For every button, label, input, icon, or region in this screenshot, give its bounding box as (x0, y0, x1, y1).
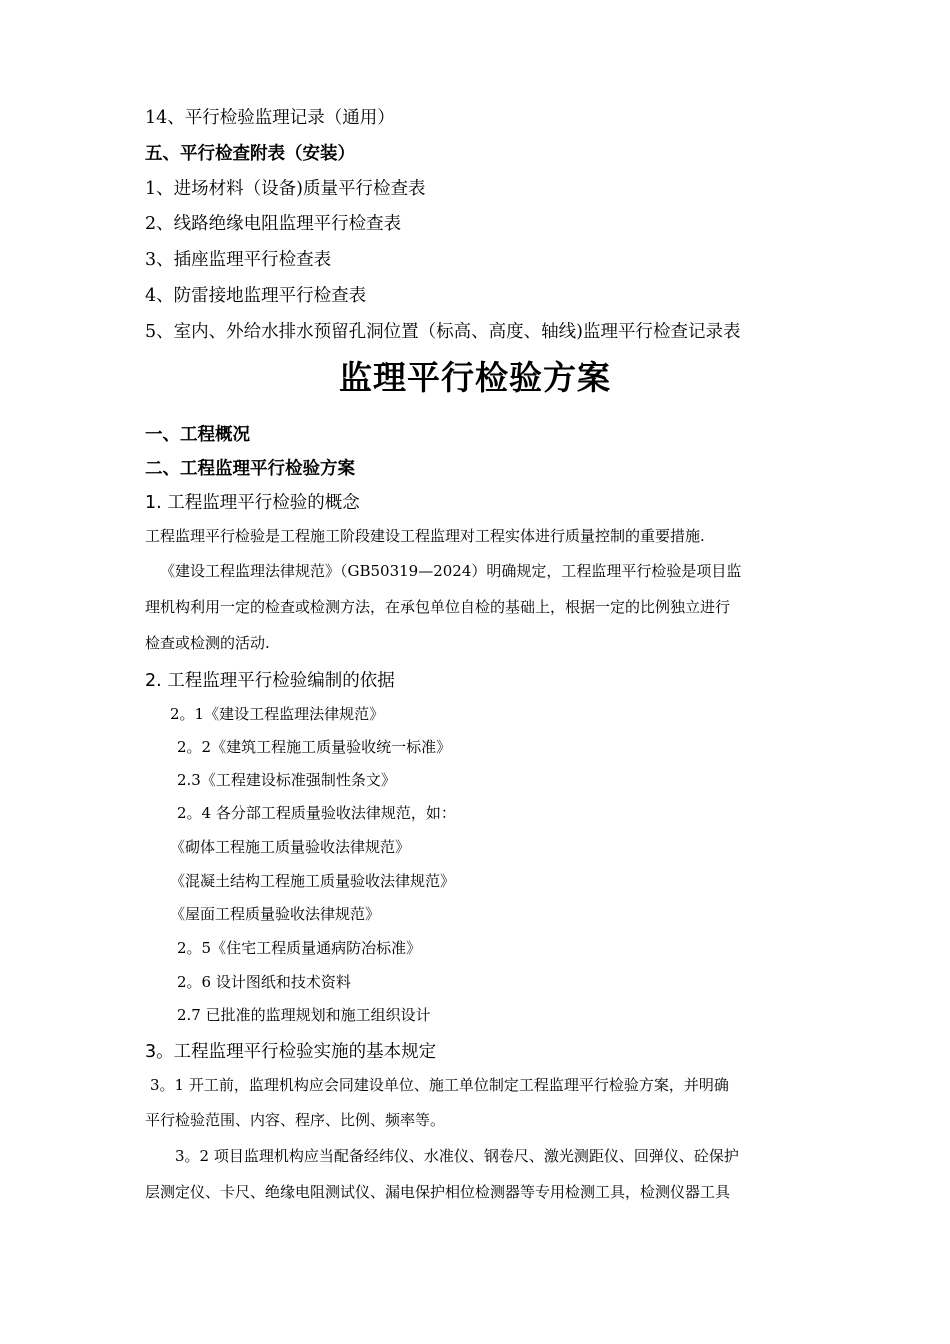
paragraph-line: 3。1 开工前，监理机构应会同建设单位、施工单位制定工程监理平行检验方案，并明确 (150, 1076, 729, 1094)
subsection-heading: 2. 工程监理平行检验编制的依据 (145, 671, 395, 691)
paragraph-line: 检查或检测的活动. (145, 634, 270, 652)
basis-item: 2.3《工程建设标准强制性条文》 (177, 771, 396, 789)
list-item: 2、线路绝缘电阻监理平行检查表 (145, 214, 402, 234)
basis-item: 《屋面工程质量验收法律规范》 (170, 905, 381, 923)
list-item: 14、平行检验监理记录（通用） (145, 108, 395, 128)
section-heading: 二、工程监理平行检验方案 (145, 459, 355, 479)
paragraph-line: 平行检验范围、内容、程序、比例、频率等。 (145, 1111, 446, 1129)
paragraph-line: 层测定仪、卡尺、绝缘电阻测试仪、漏电保护相位检测器等专用检测工具，检测仪器工具 (145, 1183, 731, 1201)
paragraph-line: 理机构利用一定的检查或检测方法，在承包单位自检的基础上，根据一定的比例独立进行 (145, 598, 731, 616)
subsection-heading: 3。工程监理平行检验实施的基本规定 (145, 1042, 437, 1062)
basis-item: 2。1《建设工程监理法律规范》 (170, 705, 385, 723)
page-title: 监理平行检验方案 (339, 358, 611, 397)
basis-item: 2。6 设计图纸和技术资料 (177, 973, 351, 991)
basis-item: 《混凝土结构工程施工质量验收法律规范》 (170, 872, 456, 890)
section-heading: 五、平行检查附表（安装） (145, 144, 355, 164)
basis-item: 2。2《建筑工程施工质量验收统一标准》 (177, 738, 452, 756)
section-heading: 一、工程概况 (145, 425, 250, 445)
basis-item: 《砌体工程施工质量验收法律规范》 (170, 838, 411, 856)
basis-item: 2。5《住宅工程质量通病防冶标准》 (177, 939, 422, 957)
subsection-heading: 1. 工程监理平行检验的概念 (145, 493, 360, 513)
paragraph-line: 3。2 项目监理机构应当配备经纬仪、水准仪、钢卷尺、激光测距仪、回弹仪、砼保护 (175, 1147, 739, 1165)
basis-item: 2.7 已批准的监理规划和施工组织设计 (177, 1006, 431, 1024)
list-item: 3、插座监理平行检查表 (145, 250, 332, 270)
list-item: 4、防雷接地监理平行检查表 (145, 286, 367, 306)
list-item: 5、室内、外给水排水预留孔洞位置（标高、高度、轴线)监理平行检查记录表 (145, 322, 741, 342)
list-item: 1、进场材料（设备)质量平行检查表 (145, 179, 426, 199)
paragraph-line: 工程监理平行检验是工程施工阶段建设工程监理对工程实体进行质量控制的重要措施. (145, 527, 705, 545)
basis-item: 2。4 各分部工程质量验收法律规范，如： (177, 804, 456, 822)
paragraph-line: 《建设工程监理法律规范》（GB50319—2024）明确规定，工程监理平行检验是项目监 (160, 562, 742, 580)
